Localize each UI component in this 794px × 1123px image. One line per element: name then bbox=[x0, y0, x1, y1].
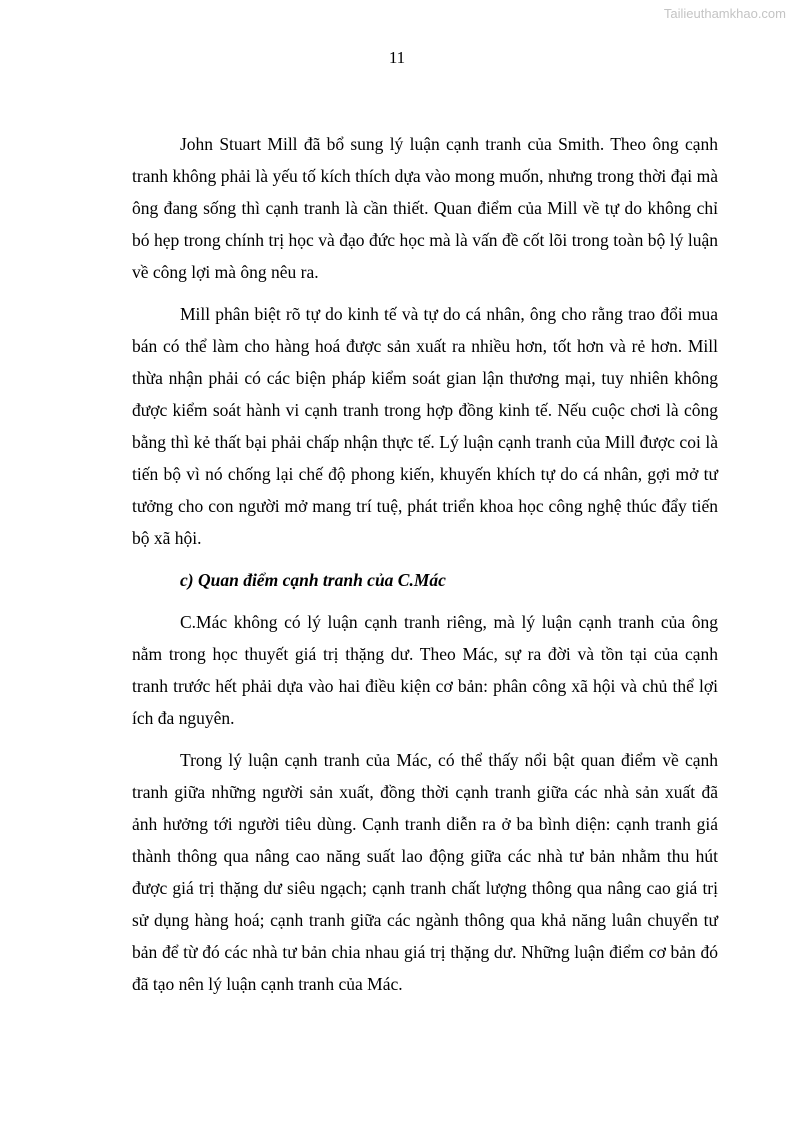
watermark-text: Tailieuthamkhao.com bbox=[663, 6, 786, 21]
paragraph-mill-freedom: Mill phân biệt rõ tự do kinh tế và tự do cá nhân, ông cho rằng trao đổi mua bán có thể làm cho hàng hoá được sản xuất ra nhiều hơn, tốt hơn và rẻ hơn. Mill thừa nhận phải có các biện pháp kiểm soát gian lận thương mại, tuy nhiên không được kiểm soát hành vi cạnh tranh trong hợp đồng kinh tế. Nếu cuộc chơi là công bằng thì kẻ thất bại phải chấp nhận thực tế. Lý luận cạnh tranh của Mill được coi là tiến bộ vì nó chống lại chế độ phong kiến, khuyến khích tự do cá nhân, gợi mở tư tưởng cho con người mở mang trí tuệ, phát triển khoa học công nghệ thúc đẩy tiến bộ xã hội. bbox=[132, 304, 718, 548]
paragraph-marx-theory: C.Mác không có lý luận cạnh tranh riêng, mà lý luận cạnh tranh của ông nằm trong học thuyết giá trị thặng dư. Theo Mác, sự ra đời và tồn tại của cạnh tranh trước hết phải dựa vào hai điều kiện cơ bản: phân công xã hội và chủ thể lợi ích đa nguyên. bbox=[132, 612, 718, 728]
paragraph-mill-competition: John Stuart Mill đã bổ sung lý luận cạnh tranh của Smith. Theo ông cạnh tranh không phải là yếu tố kích thích dựa vào mong muốn, nhưng trong thời đại mà ông đang sống thì cạnh tranh là cần thiết. Quan điểm của Mill về tự do không chỉ bó hẹp trong chính trị học và đạo đức học mà là vấn đề cốt lõi trong toàn bộ lý luận về công lợi mà ông nêu ra. bbox=[132, 134, 718, 282]
page-number: 11 bbox=[388, 48, 406, 67]
paragraph-marx-competition: Trong lý luận cạnh tranh của Mác, có thể thấy nổi bật quan điểm về cạnh tranh giữa những người sản xuất, đồng thời cạnh tranh giữa các nhà sản xuất đã ảnh hưởng tới người tiêu dùng. Cạnh tranh diễn ra ở ba bình diện: cạnh tranh giá thành thông qua nâng cao năng suất lao động giữa các nhà tư bản nhằm thu hút được giá trị thặng dư siêu ngạch; cạnh tranh chất lượng thông qua nâng cao giá trị sử dụng hàng hoá; cạnh tranh giữa các ngành thông qua khả năng luân chuyển tư bản để từ đó các nhà tư bản chia nhau giá trị thặng dư. Những luận điểm cơ bản đó đã tạo nên lý luận cạnh tranh của Mác. bbox=[132, 750, 718, 994]
section-heading-marx: c) Quan điểm cạnh tranh của C.Mác bbox=[180, 570, 446, 590]
document-body bbox=[132, 128, 718, 1010]
